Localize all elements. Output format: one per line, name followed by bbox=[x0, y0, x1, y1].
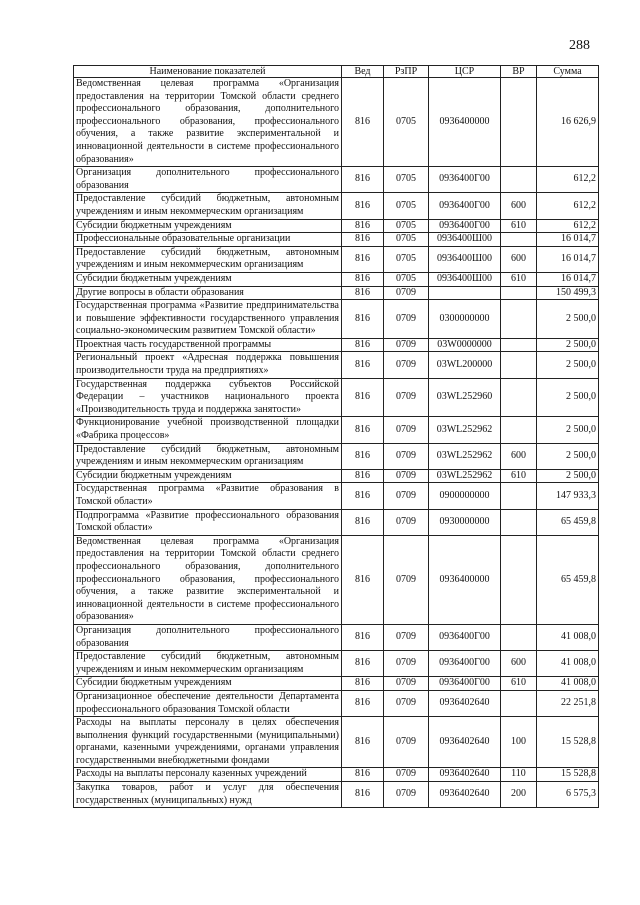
cell-vr bbox=[501, 78, 537, 167]
header-vr: ВР bbox=[501, 66, 537, 78]
cell-ved: 816 bbox=[342, 483, 384, 509]
cell-csr bbox=[429, 286, 501, 300]
cell-name: Субсидии бюджетным учреждениям bbox=[74, 219, 342, 233]
cell-csr: 0936400000 bbox=[429, 78, 501, 167]
table-row bbox=[74, 219, 599, 233]
cell-sum: 2 500,0 bbox=[537, 443, 599, 469]
cell-csr: 03W0000000 bbox=[429, 338, 501, 352]
cell-ved: 816 bbox=[342, 352, 384, 378]
cell-name: Государственная программа «Развитие образования в Томской области» bbox=[74, 483, 342, 509]
cell-name: Субсидии бюджетным учреждениям bbox=[74, 272, 342, 286]
cell-name: Предоставление субсидий бюджетным, автономным учреждениям и иным некоммерческим организациям bbox=[74, 651, 342, 677]
cell-sum: 15 528,8 bbox=[537, 717, 599, 768]
cell-rzpr: 0705 bbox=[384, 246, 429, 272]
cell-vr bbox=[501, 167, 537, 193]
cell-name: Профессиональные образовательные организации bbox=[74, 233, 342, 247]
cell-ved: 816 bbox=[342, 469, 384, 483]
cell-sum: 612,2 bbox=[537, 193, 599, 219]
cell-rzpr: 0705 bbox=[384, 233, 429, 247]
cell-csr: 0936400Г00 bbox=[429, 651, 501, 677]
cell-csr: 03WL252962 bbox=[429, 417, 501, 443]
cell-vr bbox=[501, 300, 537, 339]
table-row bbox=[74, 624, 599, 650]
cell-rzpr: 0709 bbox=[384, 624, 429, 650]
cell-vr: 600 bbox=[501, 443, 537, 469]
cell-rzpr: 0709 bbox=[384, 651, 429, 677]
cell-sum: 65 459,8 bbox=[537, 509, 599, 535]
cell-vr: 600 bbox=[501, 193, 537, 219]
cell-sum: 41 008,0 bbox=[537, 651, 599, 677]
cell-rzpr: 0705 bbox=[384, 272, 429, 286]
table-row bbox=[74, 782, 599, 808]
cell-ved: 816 bbox=[342, 782, 384, 808]
cell-sum: 2 500,0 bbox=[537, 469, 599, 483]
cell-vr: 100 bbox=[501, 717, 537, 768]
cell-vr: 110 bbox=[501, 768, 537, 782]
table-row bbox=[74, 690, 599, 716]
cell-rzpr: 0709 bbox=[384, 535, 429, 624]
cell-rzpr: 0709 bbox=[384, 443, 429, 469]
cell-vr: 610 bbox=[501, 677, 537, 691]
cell-name: Организация дополнительного профессионального образования bbox=[74, 624, 342, 650]
cell-ved: 816 bbox=[342, 651, 384, 677]
table-row bbox=[74, 443, 599, 469]
cell-rzpr: 0705 bbox=[384, 193, 429, 219]
cell-sum: 65 459,8 bbox=[537, 535, 599, 624]
cell-rzpr: 0705 bbox=[384, 78, 429, 167]
cell-sum: 612,2 bbox=[537, 219, 599, 233]
cell-vr: 600 bbox=[501, 246, 537, 272]
cell-csr: 0936402640 bbox=[429, 717, 501, 768]
cell-name: Организация дополнительного профессионального образования bbox=[74, 167, 342, 193]
cell-csr: 0936400Г00 bbox=[429, 167, 501, 193]
cell-rzpr: 0709 bbox=[384, 469, 429, 483]
cell-name: Закупка товаров, работ и услуг для обеспечения государственных (муниципальных) нужд bbox=[74, 782, 342, 808]
cell-sum: 147 933,3 bbox=[537, 483, 599, 509]
cell-ved: 816 bbox=[342, 338, 384, 352]
cell-sum: 41 008,0 bbox=[537, 624, 599, 650]
header-sum: Сумма bbox=[537, 66, 599, 78]
cell-csr: 03WL252960 bbox=[429, 378, 501, 417]
cell-name: Организационное обеспечение деятельности Департамента профессионального образования Томской области bbox=[74, 690, 342, 716]
cell-rzpr: 0709 bbox=[384, 782, 429, 808]
cell-sum: 16 014,7 bbox=[537, 272, 599, 286]
cell-sum: 6 575,3 bbox=[537, 782, 599, 808]
cell-rzpr: 0709 bbox=[384, 286, 429, 300]
cell-ved: 816 bbox=[342, 78, 384, 167]
cell-name: Субсидии бюджетным учреждениям bbox=[74, 469, 342, 483]
cell-rzpr: 0709 bbox=[384, 417, 429, 443]
cell-name: Проектная часть государственной программы bbox=[74, 338, 342, 352]
cell-rzpr: 0709 bbox=[384, 300, 429, 339]
cell-ved: 816 bbox=[342, 246, 384, 272]
cell-csr: 03WL200000 bbox=[429, 352, 501, 378]
table-row bbox=[74, 193, 599, 219]
cell-sum: 16 014,7 bbox=[537, 233, 599, 247]
cell-ved: 816 bbox=[342, 219, 384, 233]
cell-ved: 816 bbox=[342, 286, 384, 300]
budget-table bbox=[73, 65, 599, 808]
cell-csr: 0936400Ш00 bbox=[429, 246, 501, 272]
cell-ved: 816 bbox=[342, 677, 384, 691]
cell-sum: 612,2 bbox=[537, 167, 599, 193]
cell-vr bbox=[501, 509, 537, 535]
cell-sum: 2 500,0 bbox=[537, 352, 599, 378]
cell-ved: 816 bbox=[342, 272, 384, 286]
cell-rzpr: 0709 bbox=[384, 677, 429, 691]
cell-name: Предоставление субсидий бюджетным, автономным учреждениям и иным некоммерческим организациям bbox=[74, 246, 342, 272]
cell-csr: 0936400Ш00 bbox=[429, 272, 501, 286]
cell-vr bbox=[501, 690, 537, 716]
cell-rzpr: 0709 bbox=[384, 717, 429, 768]
cell-vr: 200 bbox=[501, 782, 537, 808]
cell-vr bbox=[501, 286, 537, 300]
cell-name: Государственная программа «Развитие предпринимательства и повышение эффективности государственного управления социально-экономическим развитием Томской области» bbox=[74, 300, 342, 339]
table-row bbox=[74, 768, 599, 782]
cell-rzpr: 0709 bbox=[384, 509, 429, 535]
cell-sum: 2 500,0 bbox=[537, 417, 599, 443]
cell-csr: 0936400Г00 bbox=[429, 624, 501, 650]
cell-ved: 816 bbox=[342, 443, 384, 469]
cell-vr bbox=[501, 378, 537, 417]
cell-name: Предоставление субсидий бюджетным, автономным учреждениям и иным некоммерческим организациям bbox=[74, 193, 342, 219]
cell-sum: 41 008,0 bbox=[537, 677, 599, 691]
cell-vr: 610 bbox=[501, 469, 537, 483]
cell-ved: 816 bbox=[342, 378, 384, 417]
table-row bbox=[74, 378, 599, 417]
cell-csr: 0936400Г00 bbox=[429, 193, 501, 219]
table-row bbox=[74, 300, 599, 339]
table-row bbox=[74, 352, 599, 378]
cell-csr: 03WL252962 bbox=[429, 443, 501, 469]
cell-name: Функционирование учебной производственной площадки «Фабрика процессов» bbox=[74, 417, 342, 443]
cell-name: Ведомственная целевая программа «Организация предоставления на территории Томской области среднего профессионального образования, дополнительного профессионального образования, профессионального обучения, а также развитие экспериментальной и инновационной деятельности в системе профессионального образования» bbox=[74, 78, 342, 167]
cell-rzpr: 0709 bbox=[384, 352, 429, 378]
cell-sum: 150 499,3 bbox=[537, 286, 599, 300]
cell-rzpr: 0709 bbox=[384, 378, 429, 417]
cell-vr bbox=[501, 233, 537, 247]
cell-csr: 0936402640 bbox=[429, 782, 501, 808]
cell-name: Расходы на выплаты персоналу казенных учреждений bbox=[74, 768, 342, 782]
cell-vr: 610 bbox=[501, 219, 537, 233]
cell-name: Расходы на выплаты персоналу в целях обеспечения выполнения функций государственными (муниципальными) органами, казенными учреждениями, органами управления государственными внебюджетными фондами bbox=[74, 717, 342, 768]
cell-rzpr: 0709 bbox=[384, 338, 429, 352]
cell-name: Государственная поддержка субъектов Российской Федерации – участников национального проекта «Производительность труда и поддержка занятости» bbox=[74, 378, 342, 417]
header-csr: ЦСР bbox=[429, 66, 501, 78]
cell-rzpr: 0705 bbox=[384, 219, 429, 233]
cell-csr: 0300000000 bbox=[429, 300, 501, 339]
table-header-row bbox=[74, 66, 599, 78]
cell-rzpr: 0709 bbox=[384, 768, 429, 782]
cell-vr bbox=[501, 338, 537, 352]
cell-sum: 15 528,8 bbox=[537, 768, 599, 782]
cell-csr: 0936402640 bbox=[429, 690, 501, 716]
cell-sum: 16 014,7 bbox=[537, 246, 599, 272]
cell-ved: 816 bbox=[342, 417, 384, 443]
table-row bbox=[74, 338, 599, 352]
cell-sum: 22 251,8 bbox=[537, 690, 599, 716]
cell-name: Предоставление субсидий бюджетным, автономным учреждениям и иным некоммерческим организациям bbox=[74, 443, 342, 469]
cell-name: Субсидии бюджетным учреждениям bbox=[74, 677, 342, 691]
header-name: Наименование показателей bbox=[74, 66, 342, 78]
cell-vr bbox=[501, 417, 537, 443]
table-row bbox=[74, 233, 599, 247]
cell-vr: 600 bbox=[501, 651, 537, 677]
cell-csr: 03WL252962 bbox=[429, 469, 501, 483]
cell-rzpr: 0705 bbox=[384, 167, 429, 193]
cell-ved: 816 bbox=[342, 193, 384, 219]
cell-sum: 2 500,0 bbox=[537, 300, 599, 339]
cell-name: Ведомственная целевая программа «Организация предоставления на территории Томской области среднего профессионального образования, дополнительного профессионального образования, профессионального обучения, а также развитие экспериментальной и инновационной деятельности в системе профессионального образования» bbox=[74, 535, 342, 624]
cell-name: Региональный проект «Адресная поддержка повышения производительности труда на предприятиях» bbox=[74, 352, 342, 378]
table-row bbox=[74, 167, 599, 193]
cell-vr: 610 bbox=[501, 272, 537, 286]
header-ved: Вед bbox=[342, 66, 384, 78]
table-row bbox=[74, 469, 599, 483]
cell-sum: 2 500,0 bbox=[537, 378, 599, 417]
table-row bbox=[74, 651, 599, 677]
cell-ved: 816 bbox=[342, 624, 384, 650]
cell-csr: 0936402640 bbox=[429, 768, 501, 782]
cell-name: Другие вопросы в области образования bbox=[74, 286, 342, 300]
cell-sum: 2 500,0 bbox=[537, 338, 599, 352]
table-row bbox=[74, 535, 599, 624]
cell-ved: 816 bbox=[342, 690, 384, 716]
cell-ved: 816 bbox=[342, 717, 384, 768]
cell-ved: 816 bbox=[342, 300, 384, 339]
table-row bbox=[74, 717, 599, 768]
cell-vr bbox=[501, 483, 537, 509]
table-row bbox=[74, 483, 599, 509]
cell-ved: 816 bbox=[342, 535, 384, 624]
table-row bbox=[74, 246, 599, 272]
cell-ved: 816 bbox=[342, 233, 384, 247]
cell-ved: 816 bbox=[342, 509, 384, 535]
cell-vr bbox=[501, 352, 537, 378]
table-body bbox=[74, 78, 599, 808]
cell-csr: 0936400Ш00 bbox=[429, 233, 501, 247]
cell-csr: 0930000000 bbox=[429, 509, 501, 535]
page-number: 288 bbox=[569, 38, 590, 53]
table-row bbox=[74, 78, 599, 167]
cell-vr bbox=[501, 624, 537, 650]
cell-ved: 816 bbox=[342, 768, 384, 782]
table-row bbox=[74, 286, 599, 300]
cell-csr: 0936400Г00 bbox=[429, 219, 501, 233]
header-rzpr: РзПР bbox=[384, 66, 429, 78]
table-row bbox=[74, 509, 599, 535]
cell-csr: 0936400Г00 bbox=[429, 677, 501, 691]
cell-ved: 816 bbox=[342, 167, 384, 193]
table-row bbox=[74, 677, 599, 691]
cell-rzpr: 0709 bbox=[384, 690, 429, 716]
table-row bbox=[74, 417, 599, 443]
cell-csr: 0900000000 bbox=[429, 483, 501, 509]
cell-vr bbox=[501, 535, 537, 624]
table-row bbox=[74, 272, 599, 286]
cell-rzpr: 0709 bbox=[384, 483, 429, 509]
cell-csr: 0936400000 bbox=[429, 535, 501, 624]
cell-name: Подпрограмма «Развитие профессионального образования Томской области» bbox=[74, 509, 342, 535]
cell-sum: 16 626,9 bbox=[537, 78, 599, 167]
